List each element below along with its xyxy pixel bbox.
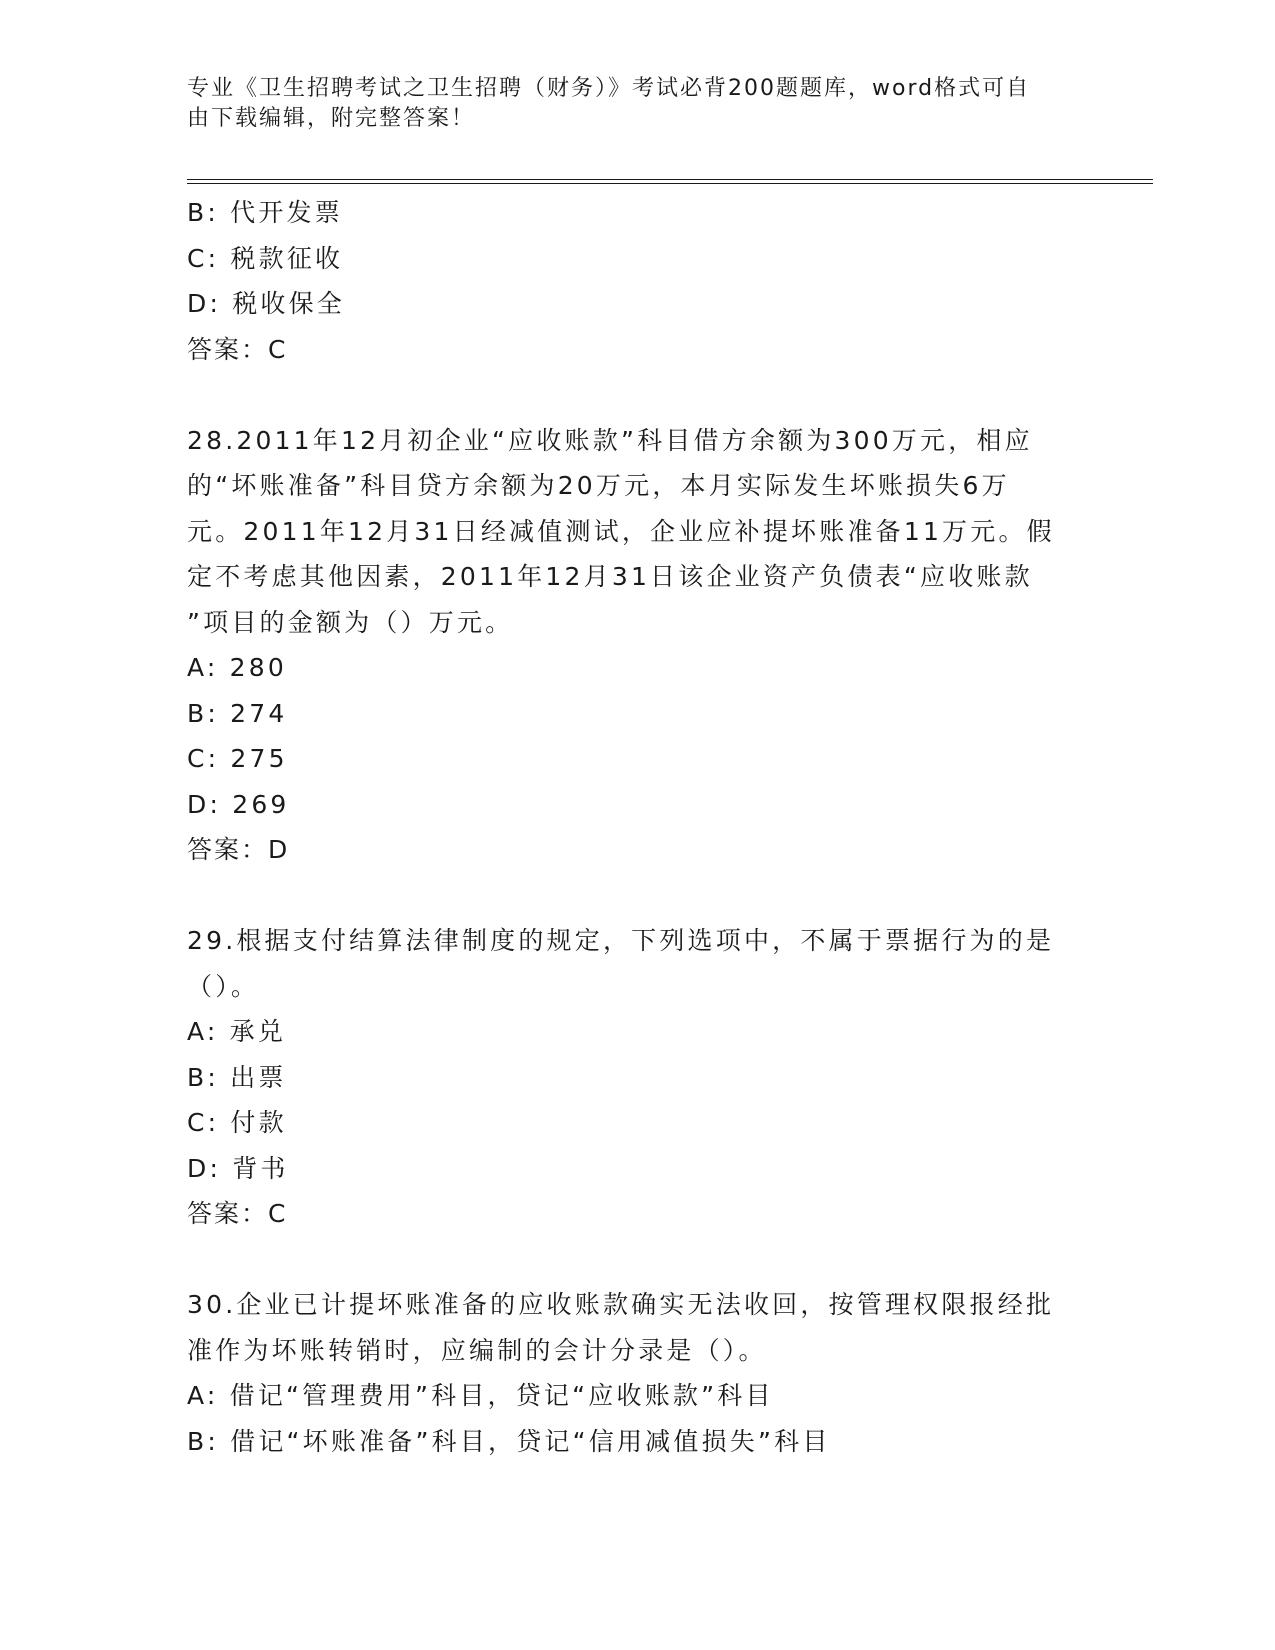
option-c: C: 275: [187, 744, 288, 773]
header-divider-top: [187, 179, 1153, 180]
option-d: D: 269: [187, 789, 290, 819]
option-b: B: 代开发票: [187, 198, 343, 227]
question-27: [187, 190, 1087, 372]
option-b: B: 借记“坏账准备”科目，贷记“信用减值损失”科目: [187, 1426, 831, 1456]
spacer: [187, 372, 1087, 418]
question-text-line: 元。2011年12月31日经减值测试，企业应补提坏账准备11万元。假: [187, 516, 1055, 546]
question-29: [187, 918, 1087, 1237]
question-30: [187, 1282, 1087, 1464]
option-a: A: 280: [187, 653, 287, 682]
option-c: C: 税款征收: [187, 243, 344, 273]
option-b: B: 出票: [187, 1062, 287, 1092]
option-c: C: 付款: [187, 1108, 287, 1137]
answer: 答案：C: [187, 334, 288, 364]
question-content: [187, 190, 1087, 1464]
question-text-line: 定不考虑其他因素，2011年12月31日该企业资产负债表“应收账款: [187, 562, 1033, 591]
option-a: A: 承兑: [187, 1017, 287, 1046]
question-text-line: （）。: [187, 971, 260, 1001]
answer: 答案：D: [187, 835, 290, 864]
question-28: [187, 418, 1087, 873]
header-line-2: 由下载编辑，附完整答案！: [187, 106, 476, 131]
spacer: [187, 1237, 1087, 1283]
question-text-line: 30.企业已计提坏账准备的应收账款确实无法收回，按管理权限报经批: [187, 1290, 1055, 1319]
option-d: D: 背书: [187, 1153, 289, 1183]
question-text-line: 28.2011年12月初企业“应收账款”科目借方余额为300万元，相应: [187, 425, 1033, 455]
answer: 答案：C: [187, 1199, 288, 1228]
document-header: [187, 74, 1067, 134]
question-text-line: 准作为坏账转销时，应编制的会计分录是（）。: [187, 1335, 767, 1365]
question-text-line: 的“坏账准备”科目贷方余额为20万元，本月实际发生坏账损失6万: [187, 471, 1010, 500]
option-b: B: 274: [187, 698, 288, 728]
header-line-1: 专业《卫生招聘考试之卫生招聘（财务）》考试必背200题题库，word格式可自: [187, 76, 1031, 101]
option-a: A: 借记“管理费用”科目，贷记“应收账款”科目: [187, 1381, 774, 1410]
question-text-line: ”项目的金额为（）万元。: [187, 607, 514, 637]
header-divider-bottom: [187, 183, 1153, 184]
option-d: D: 税收保全: [187, 289, 346, 318]
spacer: [187, 873, 1087, 919]
question-text-line: 29.根据支付结算法律制度的规定，下列选项中，不属于票据行为的是: [187, 926, 1055, 955]
